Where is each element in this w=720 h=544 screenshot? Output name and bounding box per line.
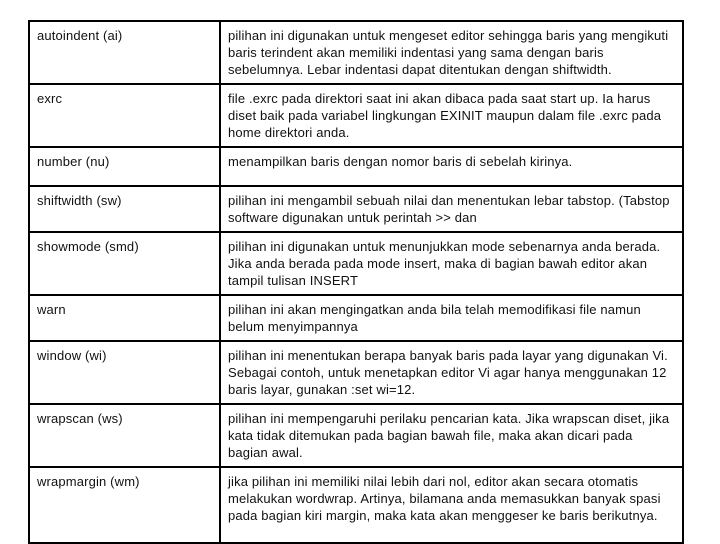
option-description: pilihan ini mempengaruhi perilaku pencarian kata. Jika wrapscan diset, jika kata tidak ditemukan pada bagian bawah file, maka akan dicari pada bagian awal. bbox=[220, 404, 683, 467]
option-description: menampilkan baris dengan nomor baris di sebelah kirinya. bbox=[220, 147, 683, 186]
table-row bbox=[29, 21, 683, 84]
table-row bbox=[29, 341, 683, 404]
table-row bbox=[29, 232, 683, 295]
option-description: pilihan ini mengambil sebuah nilai dan menentukan lebar tabstop. (Tabstop software digunakan untuk perintah >> dan bbox=[220, 186, 683, 232]
option-description: pilihan ini akan mengingatkan anda bila telah memodifikasi file namun belum menyimpannya bbox=[220, 295, 683, 341]
vi-options-table bbox=[28, 20, 684, 544]
option-name: exrc bbox=[29, 84, 220, 147]
table-row bbox=[29, 186, 683, 232]
option-description: jika pilihan ini memiliki nilai lebih dari nol, editor akan secara otomatis melakukan wordwrap. Artinya, bilamana anda memasukkan banyak spasi pada bagian kiri margin, maka kata akan menggeser ke baris berikutnya. bbox=[220, 467, 683, 543]
option-name: window (wi) bbox=[29, 341, 220, 404]
table-row bbox=[29, 295, 683, 341]
option-description: file .exrc pada direktori saat ini akan dibaca pada saat start up. Ia harus diset baik pada variabel lingkungan EXINIT maupun dalam file .exrc pada home direktori anda. bbox=[220, 84, 683, 147]
option-name: wrapmargin (wm) bbox=[29, 467, 220, 543]
option-description: pilihan ini menentukan berapa banyak baris pada layar yang digunakan Vi. Sebagai contoh, untuk menetapkan editor Vi agar hanya menggunakan 12 baris layar, gunakan :set wi=12. bbox=[220, 341, 683, 404]
option-name: shiftwidth (sw) bbox=[29, 186, 220, 232]
option-description: pilihan ini digunakan untuk menunjukkan mode sebenarnya anda berada. Jika anda berada pada mode insert, maka di bagian bawah editor akan tampil tulisan INSERT bbox=[220, 232, 683, 295]
table-row bbox=[29, 467, 683, 543]
option-description: pilihan ini digunakan untuk mengeset editor sehingga baris yang mengikuti baris terindent akan memiliki indentasi yang sama dengan baris sebelumnya. Lebar indentasi dapat ditentukan dengan shiftwidth. bbox=[220, 21, 683, 84]
option-name: number (nu) bbox=[29, 147, 220, 186]
table-row bbox=[29, 147, 683, 186]
option-name: showmode (smd) bbox=[29, 232, 220, 295]
table-row bbox=[29, 404, 683, 467]
option-name: warn bbox=[29, 295, 220, 341]
option-name: wrapscan (ws) bbox=[29, 404, 220, 467]
options-table-container bbox=[28, 20, 682, 544]
table-row bbox=[29, 84, 683, 147]
option-name: autoindent (ai) bbox=[29, 21, 220, 84]
